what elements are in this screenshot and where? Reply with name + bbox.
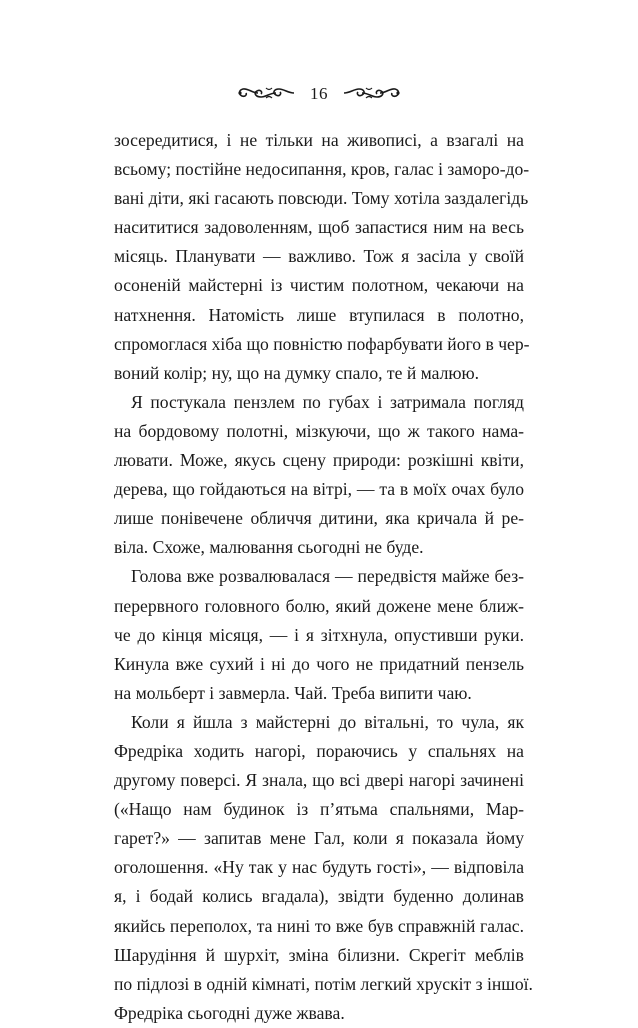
text-line: воний колір; ну, що на думку спало, те й малюю. — [114, 362, 480, 383]
text-line: («Нащо нам будинок із п’ятьма спальнями, Мар- — [114, 799, 524, 820]
text-line: всьому; постійне недосипання, кров, галас і заморо-до- — [114, 159, 530, 180]
right-flourish-ornament-icon — [342, 84, 402, 102]
text-line: на мольберт і завмерла. Чай. Треба випити чаю. — [114, 682, 472, 703]
text-line: якийсь переполох, та нині то вже був справжній галас. — [114, 915, 524, 936]
text-line: дерева, що гойдаються на вітрі, — та в моїх очах було — [114, 479, 524, 500]
text-line: гарет?» — запитав мене Гал, коли я показала йому — [114, 828, 524, 849]
text-line: перервного головного болю, який дожене мене ближ- — [114, 595, 524, 616]
paragraph-4 — [114, 708, 533, 1028]
text-line: вані діти, які гасають повсюди. Тому хотіла заздалегідь — [114, 188, 529, 209]
text-line: віла. Схоже, малювання сьогодні не буде. — [114, 537, 424, 558]
text-line: лише понівечене обличчя дитини, яка кричала й ре- — [114, 508, 524, 529]
text-line: Кинула вже сухий і ні до чого не придатний пензель — [114, 653, 524, 674]
text-line: насититися задоволенням, щоб запастися ним на весь — [114, 217, 524, 238]
text-line: оголошення. «Ну так у нас будуть гості», — відповіла — [114, 857, 524, 878]
text-line: по підлозі в одній кімнаті, потім легкий хрускіт з іншої. — [114, 973, 533, 994]
text-line: натхнення. Натомість лише втупилася в полотно, — [114, 304, 524, 325]
text-line: Я постукала пензлем по губах і затримала погляд — [131, 391, 524, 412]
text-line: зосередитися, і не тільки на живописі, а взагалі на — [114, 130, 524, 150]
body-text — [114, 126, 533, 1028]
text-line: я, і бодай колись вгадала), звідти буденно долинав — [114, 886, 524, 907]
text-line: лювати. Може, якусь сцену природи: розкішні квіти, — [114, 450, 524, 471]
text-line: че до кінця місяця, — і я зітхнула, опустивши руки. — [114, 624, 524, 645]
paragraph-3 — [114, 562, 524, 707]
text-line: Шарудіння й шурхіт, зміна білизни. Скрегіт меблів — [114, 944, 524, 965]
text-line: на бордовому полотні, мізкуючи, що ж такого нама- — [114, 420, 524, 441]
text-line: Фредріка ходить нагорі, пораючись у спальнях на — [114, 740, 524, 761]
text-line: Голова вже розвалювалася — передвістя майже без- — [131, 566, 524, 587]
left-flourish-ornament-icon — [236, 84, 296, 102]
text-line: осоненій майстерні із чистим полотном, чекаючи на — [114, 275, 524, 296]
paragraph-2 — [114, 388, 524, 563]
text-line: спромоглася хіба що повністю пофарбувати його в чер- — [114, 333, 530, 354]
text-line: Коли я йшла з майстерні до вітальні, то чула, як — [131, 711, 524, 732]
text-line: Фредріка сьогодні дуже жвава. — [114, 1002, 345, 1023]
page-header — [0, 78, 638, 108]
text-line: другому поверсі. Я знала, що всі двері нагорі зачинені — [114, 770, 524, 791]
text-line: місяць. Планувати — важливо. Тож я засіла у своїй — [114, 246, 524, 267]
paragraph-1 — [114, 126, 530, 388]
page-number: 16 — [310, 83, 328, 103]
